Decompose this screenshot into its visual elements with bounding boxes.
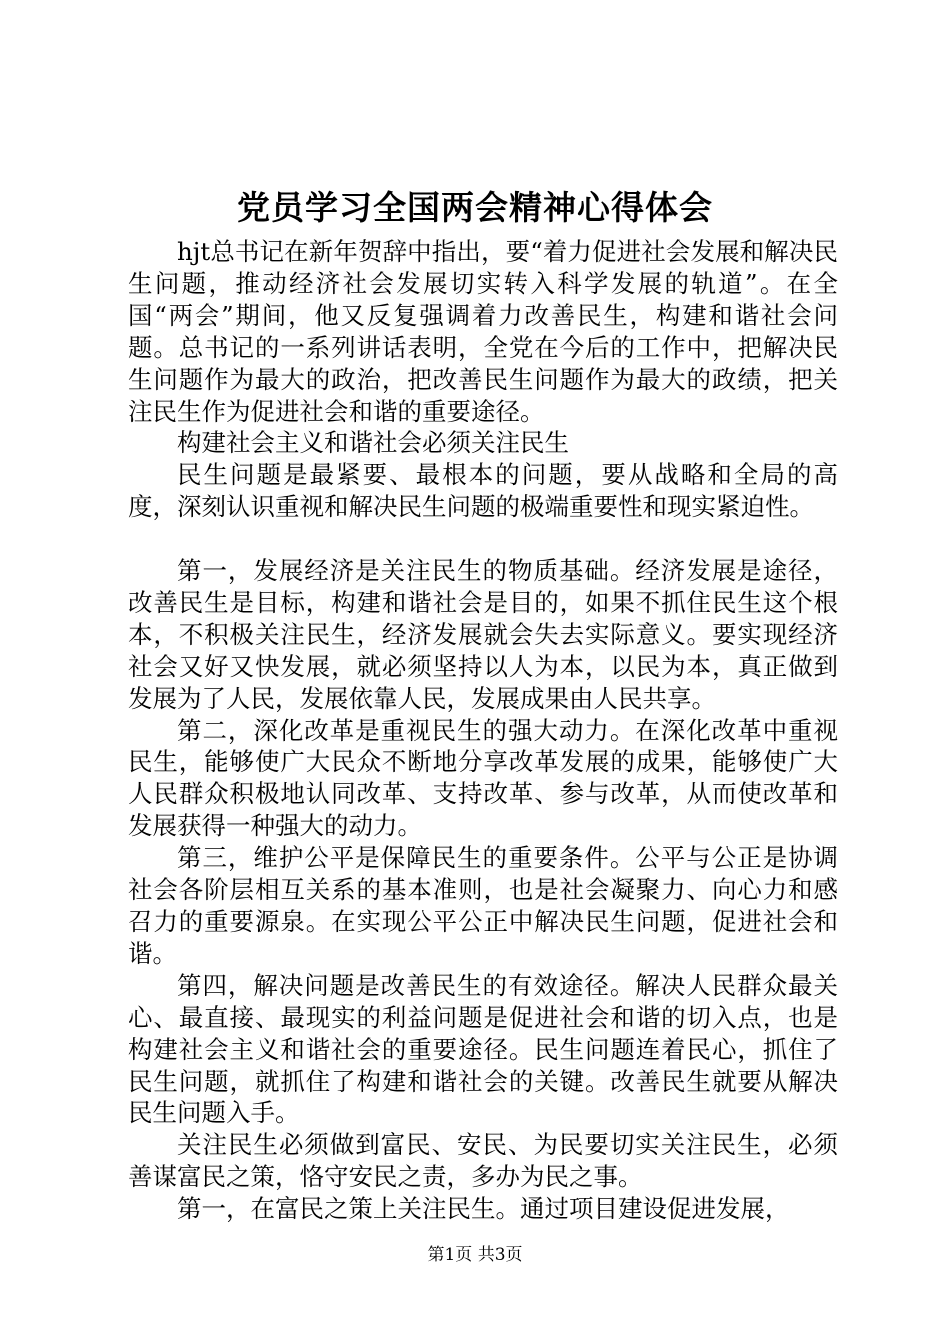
document-body bbox=[128, 236, 838, 1225]
section-heading: 构建社会主义和谐社会必须关注民生 bbox=[177, 428, 569, 458]
paragraph: 第一，在富民之策上关注民生。通过项目建设促进发展， bbox=[177, 1194, 790, 1224]
paragraph: 关注民生必须做到富民、安民、为民要切实关注民生，必须善谋富民之策，恪守安民之责，多办为民之事。 bbox=[128, 1130, 838, 1192]
document-title: 党员学习全国两会精神心得体会 bbox=[237, 188, 713, 227]
paragraph: 第二，深化改革是重视民生的强大动力。在深化改革中重视民生，能够使广大民众不断地分享改革发展的成果，能够使广大人民群众积极地认同改革、支持改革、参与改革，从而使改革和发展获得一种强大的动力。 bbox=[128, 715, 838, 841]
paragraph: 民生问题是最紧要、最根本的问题，要从战略和全局的高度，深刻认识重视和解决民生问题的极端重要性和现实紧迫性。 bbox=[128, 460, 838, 522]
blank-line bbox=[128, 523, 838, 555]
page-footer: 第1页 共3页 bbox=[427, 1245, 523, 1265]
paragraph: hjt总书记在新年贺辞中指出，要“着力促进社会发展和解决民生问题，推动经济社会发展切实转入科学发展的轨道”。在全国“两会”期间，他又反复强调着力改善民生，构建和谐社会问题。总书记的一系列讲话表明，全党在今后的工作中，把解决民生问题作为最大的政治，把改善民生问题作为最大的政绩，把关注民生作为促进社会和谐的重要途径。 bbox=[128, 237, 838, 426]
paragraph: 第一，发展经济是关注民生的物质基础。经济发展是途径，改善民生是目标，构建和谐社会是目的，如果不抓住民生这个根本，不积极关注民生，经济发展就会失去实际意义。要实现经济社会又好又快发展，就必须坚持以人为本，以民为本，真正做到发展为了人民，发展依靠人民，发展成果由人民共享。 bbox=[128, 556, 838, 713]
paragraph: 第三，维护公平是保障民生的重要条件。公平与公正是协调社会各阶层相互关系的基本准则，也是社会凝聚力、向心力和感召力的重要源泉。在实现公平公正中解决民生问题，促进社会和谐。 bbox=[128, 843, 838, 968]
paragraph: 第四，解决问题是改善民生的有效途径。解决人民群众最关心、最直接、最现实的利益问题是促进社会和谐的切入点，也是构建社会主义和谐社会的重要途径。民生问题连着民心，抓住了民生问题，就抓住了构建和谐社会的关键。改善民生就要从解决民生问题入手。 bbox=[128, 970, 838, 1128]
